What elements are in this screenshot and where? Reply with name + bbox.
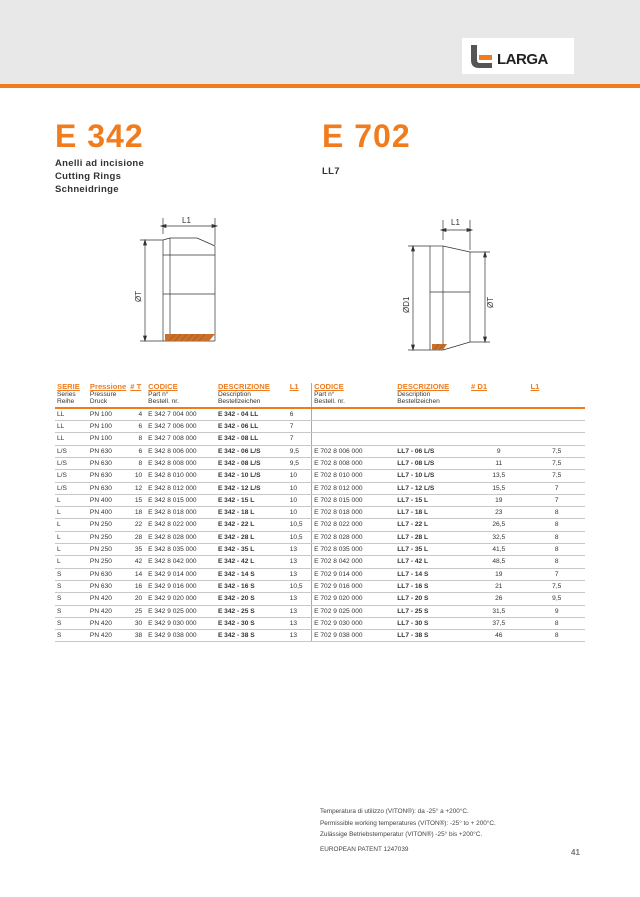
cell-d1: 11 [469,457,528,469]
cell-code: E 342 8 008 000 [146,457,216,469]
cell-desc: E 342 - 28 L [216,531,288,543]
cell-t: 8 [128,457,146,469]
right-product-subtitle: LL7 [322,166,340,177]
brand-name: LARGA [497,51,548,68]
cell-serie: L [55,494,88,506]
cell-t: 12 [128,482,146,494]
cell-t: 30 [128,617,146,629]
cell-d1: 46 [469,630,528,642]
table-row [55,457,585,469]
header-serie: SERIE Series Reihe [55,383,88,408]
cell-code: E 342 9 020 000 [146,593,216,605]
cell-desc2: LL7 - 35 L [395,544,469,556]
cell-l1: 10,5 [288,531,312,543]
table-row [55,408,585,421]
right-product-title: E 702 [322,118,411,154]
cell-desc2: LL7 - 10 L/S [395,470,469,482]
cell-t: 4 [128,408,146,421]
cell-desc: E 342 - 12 L/S [216,482,288,494]
cell-press: PN 250 [88,544,128,556]
cell-t: 28 [128,531,146,543]
cutting-ring-drawing [125,210,235,355]
cell-press: PN 630 [88,580,128,592]
cell-l1: 7 [288,433,312,445]
cell-code: E 342 7 004 000 [146,408,216,421]
cell-l1b: 7,5 [528,457,585,469]
cell-l1: 13 [288,556,312,568]
table-row [55,470,585,482]
cell-code2: E 702 9 030 000 [312,617,396,629]
cell-t: 14 [128,568,146,580]
cell-d1 [469,433,528,445]
header-codice-e702: CODICE Part n° Bestell. nr. [312,383,396,408]
cell-d1: 9 [469,445,528,457]
cell-l1b: 8 [528,617,585,629]
table-header-row [55,383,585,408]
cell-desc: E 342 - 20 S [216,593,288,605]
table-row [55,531,585,543]
cell-serie: LL [55,408,88,421]
cell-desc2 [395,421,469,433]
cell-l1b: 8 [528,519,585,531]
header-descrizione-e702: DESCRIZIONE Description Bestellzeichen [395,383,469,408]
cell-code: E 342 8 015 000 [146,494,216,506]
cell-press: PN 100 [88,433,128,445]
cell-t: 22 [128,519,146,531]
cell-code2: E 702 8 012 000 [312,482,396,494]
subtitle-line: Cutting Rings [55,171,122,182]
note-line: Temperatura di utilizzo (VITON®): da -25° a +200°C. [320,808,469,815]
cell-serie: L/S [55,482,88,494]
left-product-title: E 342 [55,118,144,154]
cell-code: E 342 8 018 000 [146,507,216,519]
cell-d1: 15,5 [469,482,528,494]
cell-d1: 21 [469,580,528,592]
cell-code: E 342 8 042 000 [146,556,216,568]
cell-desc2: LL7 - 15 L [395,494,469,506]
cell-code2: E 702 8 018 000 [312,507,396,519]
subtitle-line: Schneidringe [55,184,119,195]
cell-code2: E 702 9 014 000 [312,568,396,580]
cell-t: 15 [128,494,146,506]
cell-code2 [312,433,396,445]
cell-serie: S [55,630,88,642]
cell-t: 16 [128,580,146,592]
cell-press: PN 420 [88,605,128,617]
cell-d1: 41,5 [469,544,528,556]
cell-desc2 [395,408,469,421]
cell-d1: 37,5 [469,617,528,629]
cell-l1b: 8 [528,544,585,556]
cell-l1b: 8 [528,556,585,568]
cell-l1b: 8 [528,507,585,519]
table-row [55,519,585,531]
dim-t-label: ØT [486,296,495,308]
cell-desc2: LL7 - 22 L [395,519,469,531]
cell-code: E 342 8 022 000 [146,519,216,531]
cell-desc: E 342 - 25 S [216,605,288,617]
cell-desc2: LL7 - 38 S [395,630,469,642]
cell-serie: S [55,617,88,629]
cell-desc2: LL7 - 30 S [395,617,469,629]
cell-l1b [528,433,585,445]
cell-l1: 9,5 [288,457,312,469]
cell-l1: 10,5 [288,580,312,592]
cell-t: 6 [128,445,146,457]
cell-t: 35 [128,544,146,556]
table-row [55,630,585,642]
cell-desc: E 342 - 22 L [216,519,288,531]
cell-l1b [528,408,585,421]
cell-press: PN 420 [88,617,128,629]
cell-desc2: LL7 - 18 L [395,507,469,519]
table-row [55,568,585,580]
cell-desc: E 342 - 42 L [216,556,288,568]
cell-serie: L [55,544,88,556]
cell-serie: L [55,507,88,519]
cell-desc: E 342 - 30 S [216,617,288,629]
cell-t: 38 [128,630,146,642]
larga-logo-icon [468,43,494,69]
cell-d1: 19 [469,568,528,580]
header-d1: # D1 [469,383,528,408]
cell-d1: 26 [469,593,528,605]
cell-l1: 13 [288,617,312,629]
cell-desc: E 342 - 04 LL [216,408,288,421]
table-row [55,421,585,433]
subtitle-line: Anelli ad incisione [55,158,145,169]
cell-d1: 23 [469,507,528,519]
cell-code2: E 702 8 010 000 [312,470,396,482]
cell-press: PN 400 [88,494,128,506]
cell-desc2: LL7 - 08 L/S [395,457,469,469]
cell-press: PN 630 [88,457,128,469]
cell-code2: E 702 8 035 000 [312,544,396,556]
cell-l1b: 7,5 [528,445,585,457]
cell-code: E 342 9 038 000 [146,630,216,642]
header-accent-line [0,84,640,88]
left-product-subtitle [55,157,144,196]
patent-note: EUROPEAN PATENT 1247039 [320,846,409,853]
cell-desc: E 342 - 06 LL [216,421,288,433]
cell-l1: 6 [288,408,312,421]
cell-desc: E 342 - 38 S [216,630,288,642]
cell-desc2: LL7 - 25 S [395,605,469,617]
cell-press: PN 630 [88,445,128,457]
cell-d1: 32,5 [469,531,528,543]
cell-code2: E 702 9 025 000 [312,605,396,617]
cell-l1b: 9,5 [528,593,585,605]
cell-t: 42 [128,556,146,568]
cell-code: E 342 9 025 000 [146,605,216,617]
cell-code2: E 702 8 022 000 [312,519,396,531]
cell-l1b [528,421,585,433]
cell-t: 18 [128,507,146,519]
cell-desc: E 342 - 18 L [216,507,288,519]
cell-desc: E 342 - 35 L [216,544,288,556]
cell-code2: E 702 8 028 000 [312,531,396,543]
header-codice: CODICE Part n° Bestell. nr. [146,383,216,408]
header-l1: L1 [288,383,312,408]
cell-d1 [469,421,528,433]
page-number: 41 [571,848,580,857]
cell-code2: E 702 8 042 000 [312,556,396,568]
cell-desc2: LL7 - 14 S [395,568,469,580]
cell-press: PN 250 [88,519,128,531]
note-line: Permissible working temperatures (VITON®): -25° to + 200°C. [320,819,496,827]
cell-t: 6 [128,421,146,433]
cell-code: E 342 7 008 000 [146,433,216,445]
table-row [55,445,585,457]
cell-l1: 10,5 [288,519,312,531]
cell-l1: 10 [288,494,312,506]
cell-code: E 342 8 035 000 [146,544,216,556]
cell-serie: S [55,605,88,617]
cell-desc: E 342 - 08 LL [216,433,288,445]
cell-press: PN 100 [88,421,128,433]
cell-code2: E 702 8 006 000 [312,445,396,457]
cell-desc: E 342 - 14 S [216,568,288,580]
cell-serie: L [55,556,88,568]
cell-l1: 13 [288,568,312,580]
cell-code: E 342 9 030 000 [146,617,216,629]
table-row [55,580,585,592]
cell-desc2: LL7 - 20 S [395,593,469,605]
cell-l1b: 7,5 [528,580,585,592]
cell-serie: L [55,519,88,531]
cell-press: PN 250 [88,531,128,543]
cell-desc2 [395,433,469,445]
cell-serie: S [55,580,88,592]
cell-press: PN 630 [88,470,128,482]
cell-l1: 10 [288,482,312,494]
cell-press: PN 100 [88,408,128,421]
cell-l1: 10 [288,470,312,482]
cell-l1: 7 [288,421,312,433]
cell-t: 8 [128,433,146,445]
cell-desc2: LL7 - 28 L [395,531,469,543]
table-row [55,593,585,605]
cell-d1 [469,408,528,421]
brand-logo [462,38,574,74]
cell-desc: E 342 - 15 L [216,494,288,506]
cell-code: E 342 7 006 000 [146,421,216,433]
cell-serie: S [55,568,88,580]
cell-t: 10 [128,470,146,482]
cell-l1: 10 [288,507,312,519]
cell-code: E 342 9 016 000 [146,580,216,592]
cell-press: PN 400 [88,507,128,519]
cell-t: 25 [128,605,146,617]
cell-l1: 9,5 [288,445,312,457]
cell-serie: L [55,531,88,543]
cell-serie: S [55,593,88,605]
cell-desc2: LL7 - 06 L/S [395,445,469,457]
dim-d1-label: ØD1 [402,296,411,313]
cell-desc2: LL7 - 16 S [395,580,469,592]
table-row [55,507,585,519]
cell-code: E 342 8 010 000 [146,470,216,482]
cell-code: E 342 9 014 000 [146,568,216,580]
cell-serie: L/S [55,445,88,457]
table-row [55,494,585,506]
temperature-notes [320,806,496,841]
cell-serie: L/S [55,457,88,469]
ll7-drawing [395,210,505,355]
cell-desc: E 342 - 06 L/S [216,445,288,457]
header-t: # T [128,383,146,408]
cell-d1: 31,5 [469,605,528,617]
header-l1-e702: L1 [528,383,585,408]
cell-code: E 342 8 028 000 [146,531,216,543]
cell-code2: E 702 9 038 000 [312,630,396,642]
cell-desc2: LL7 - 12 L/S [395,482,469,494]
cell-press: PN 420 [88,630,128,642]
cell-code: E 342 8 012 000 [146,482,216,494]
cell-l1: 13 [288,593,312,605]
dim-t-label: ØT [134,290,143,302]
cell-l1b: 7 [528,494,585,506]
cell-code2 [312,421,396,433]
cell-l1b: 7 [528,482,585,494]
cell-serie: L/S [55,470,88,482]
cell-desc: E 342 - 08 L/S [216,457,288,469]
table-row [55,433,585,445]
cell-desc: E 342 - 16 S [216,580,288,592]
cell-press: PN 250 [88,556,128,568]
cell-t: 20 [128,593,146,605]
table-row [55,556,585,568]
header-descrizione: DESCRIZIONE Description Bestellzeichen [216,383,288,408]
product-table [55,383,585,642]
cell-l1: 13 [288,605,312,617]
table-row [55,617,585,629]
cell-l1b: 7 [528,568,585,580]
table-row [55,605,585,617]
cell-press: PN 420 [88,593,128,605]
cell-desc2: LL7 - 42 L [395,556,469,568]
cell-code2 [312,408,396,421]
cell-code2: E 702 9 020 000 [312,593,396,605]
header-pressione: Pressione Pressure Druck [88,383,128,408]
cell-l1b: 9 [528,605,585,617]
dim-l1-label: L1 [451,218,460,227]
cell-press: PN 630 [88,568,128,580]
cell-serie: LL [55,421,88,433]
cell-d1: 26,5 [469,519,528,531]
dim-l1-label: L1 [182,216,191,225]
cell-code: E 342 8 006 000 [146,445,216,457]
cell-code2: E 702 9 016 000 [312,580,396,592]
cell-press: PN 630 [88,482,128,494]
cell-d1: 19 [469,494,528,506]
cell-code2: E 702 8 008 000 [312,457,396,469]
note-line: Zulässige Betriebstemperatur (VITON®) -25° bis +200°C. [320,831,483,838]
cell-code2: E 702 8 015 000 [312,494,396,506]
cell-desc: E 342 - 10 L/S [216,470,288,482]
cell-l1: 13 [288,630,312,642]
cell-l1: 13 [288,544,312,556]
cell-l1b: 8 [528,630,585,642]
cell-serie: LL [55,433,88,445]
cell-l1b: 7,5 [528,470,585,482]
cell-l1b: 8 [528,531,585,543]
table-row [55,482,585,494]
cell-d1: 48,5 [469,556,528,568]
table-row [55,544,585,556]
cell-d1: 13,5 [469,470,528,482]
